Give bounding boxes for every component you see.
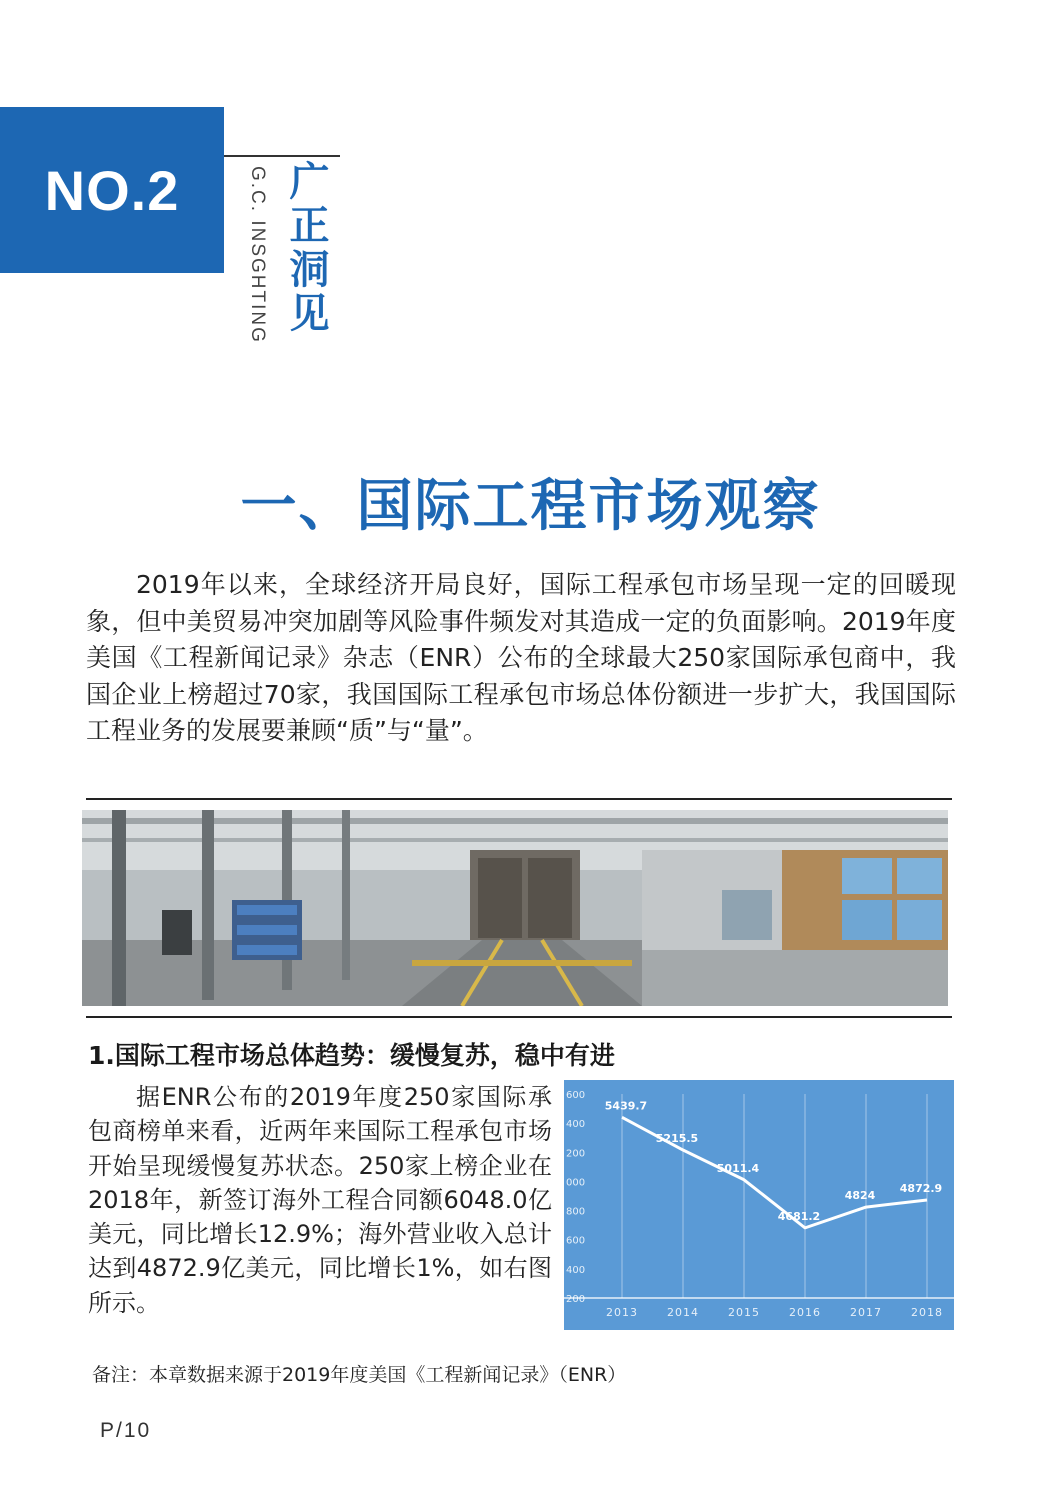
factory-photo: [82, 810, 948, 1006]
divider-top: [86, 798, 952, 800]
x-tick-label: 2016: [789, 1306, 821, 1319]
x-tick-label: 2013: [606, 1306, 638, 1319]
x-tick-label: 2018: [911, 1306, 943, 1319]
chapter-badge: [0, 107, 224, 273]
y-tick-label: 200: [566, 1148, 586, 1160]
divider-bottom: [86, 1016, 952, 1018]
intro-paragraph: 2019年以来，全球经济开局良好，国际工程承包市场呈现一定的回暖现象，但中美贸易冲突加剧等风险事件频发对其造成一定的负面影响。2019年度美国《工程新闻记录》杂志（ENR）公布的全球最大250家国际承包商中，我国企业上榜超过70家，我国国际工程承包市场总体份额进一步扩大，我国国际工程业务的发展要兼顾“质”与“量”。: [86, 570, 956, 745]
brand-chinese-vertical: 广正洞见: [283, 160, 329, 336]
y-tick-label: 400: [566, 1264, 586, 1276]
page-number: P/10: [100, 1419, 152, 1442]
x-tick-label: 2015: [728, 1306, 760, 1319]
chart-svg: [564, 1080, 954, 1330]
y-tick-label: 800: [566, 1206, 586, 1218]
data-label: 5011.4: [716, 1161, 760, 1175]
data-label: 5215.5: [655, 1132, 699, 1146]
page-title: 一、国际工程市场观察: [240, 474, 821, 539]
section-heading: 1.国际工程市场总体趋势：缓慢复苏，稳中有进: [88, 1041, 615, 1070]
data-label: 5439.7: [604, 1099, 648, 1113]
x-tick-label: 2017: [850, 1306, 882, 1319]
y-tick-label: 400: [566, 1119, 586, 1131]
chapter-number: NO.2: [44, 158, 180, 222]
x-tick-label: 2014: [667, 1306, 699, 1319]
data-label: 4872.9: [899, 1181, 943, 1195]
y-tick-label: 200: [566, 1294, 586, 1305]
brand-english-vertical: G.C. INSGHTING: [247, 166, 268, 344]
header-divider: [224, 155, 340, 157]
data-label: 4681.2: [777, 1209, 821, 1223]
y-tick-label: 600: [566, 1235, 586, 1247]
data-label: 4824: [844, 1189, 876, 1203]
y-tick-label: 000: [566, 1177, 586, 1189]
y-tick-label: 600: [566, 1090, 586, 1101]
section-body: 据ENR公布的2019年度250家国际承包商榜单来看，近两年来国际工程承包市场开始呈现缓慢复苏状态。250家上榜企业在2018年，新签订海外工程合同额6048.0亿美元，同比增长12.9%；海外营业收入总计达到4872.9亿美元，同比增长1%，如右图所示。: [88, 1083, 552, 1317]
revenue-line-chart: [564, 1080, 954, 1330]
source-note: 备注：本章数据来源于2019年度美国《工程新闻记录》（ENR）: [92, 1364, 627, 1386]
